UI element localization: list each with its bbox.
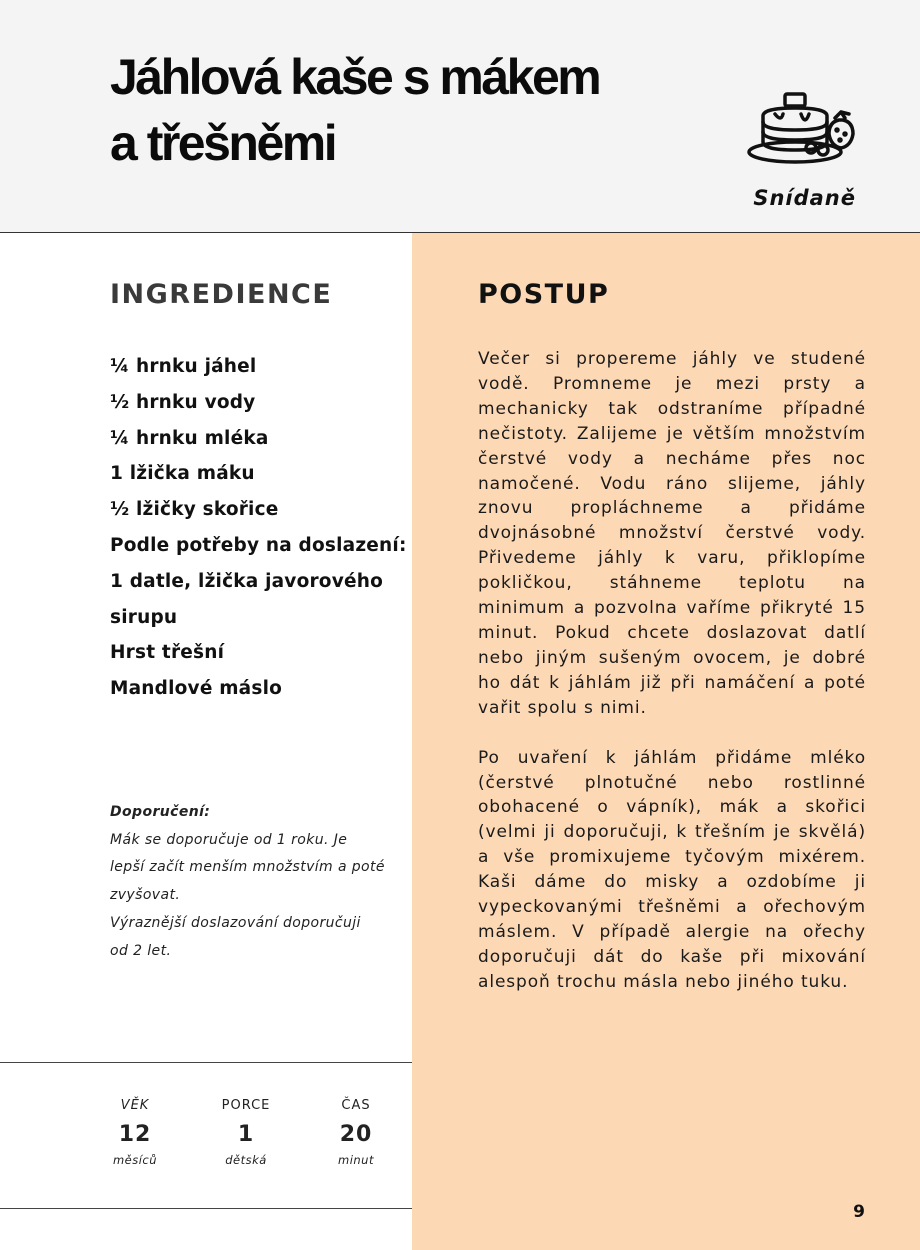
recipe-title-line-2: a třešněmi <box>110 115 336 171</box>
procedure-column <box>412 233 920 1250</box>
ingredients-column <box>0 233 412 1250</box>
ingredient-item: ¼ hrnku mléka <box>110 427 269 449</box>
stat-label: PORCE <box>221 1098 271 1113</box>
stat-unit: dětská <box>225 1153 267 1167</box>
pancakes-icon <box>745 88 865 168</box>
ingredient-item: ¼ hrnku jáhel <box>110 356 257 377</box>
stat-unit: minut <box>338 1153 374 1167</box>
page-number: 9 <box>853 1202 865 1222</box>
stat-age <box>85 1098 185 1167</box>
ingredients-list <box>110 349 410 707</box>
recommendation-line: lepší začít menším množstvím a poté <box>110 859 385 876</box>
recommendation-line: od 2 let. <box>110 942 172 959</box>
recommendation-title: Doporučení: <box>110 804 211 820</box>
stat-value: 20 <box>339 1122 373 1147</box>
ingredient-item: Mandlové máslo <box>110 678 283 700</box>
procedure-heading: POSTUP <box>478 279 610 310</box>
stat-label: ČAS <box>341 1098 371 1113</box>
recipe-title <box>110 44 710 176</box>
ingredients-heading: INGREDIENCE <box>110 279 333 310</box>
stats-divider-top <box>0 1062 412 1063</box>
stat-value: 1 <box>237 1122 255 1147</box>
stat-portion <box>196 1098 296 1167</box>
ingredient-item: Hrst třešní <box>110 642 225 664</box>
recipe-header <box>0 0 920 233</box>
procedure-paragraph: Po uvaření k jáhlám přidáme mléko (čerstvé plnotučné nebo rostlinné obohacené o vápník), mák a skořici (velmi ji doporučuji, k třešním je skvělá) a vše promixujeme tyčovým mixérem. Kaši dáme do misky a ozdobíme ji vypeckovanými třešněmi a ořechovým máslem. V případě alergie na ořechy doporučuji dát do kaše při mixování alespoň trochu másla nebo jiného tuku. <box>478 747 866 992</box>
recommendation-line: zvyšovat. <box>110 887 181 904</box>
stat-label: VĚK <box>120 1098 150 1113</box>
recommendation-line: Výraznější doslazování doporučuji <box>110 914 361 931</box>
stat-value: 12 <box>118 1122 152 1147</box>
recipe-category: Snídaně <box>753 186 856 210</box>
procedure-paragraph: Večer si propereme jáhly ve studené vodě. Promneme je mezi prsty a mechanicky tak odstraníme případné nečistoty. Zalijeme je větším množstvím čerstvé vody a necháme přes noc namočené. Vodu ráno slijeme, jáhly znovu propláchneme a přidáme dvojnásobné množství čerstvé vody. Přivedeme jáhly k varu, přiklopíme pokličkou, stáhneme teplotu na minimum a pozvolna vaříme přikryté 15 minut. Pokud chcete doslazovat datlí nebo jiným sušeným ovocem, je dobré ho dát k jáhlám již při namáčení a poté vařit spolu s nimi. <box>478 349 866 718</box>
stat-unit: měsíců <box>112 1153 158 1167</box>
recommendation-line: Mák se doporučuje od 1 roku. Je <box>110 831 348 848</box>
ingredient-item: Podle potřeby na doslazení: <box>110 534 407 556</box>
stat-time <box>306 1098 406 1167</box>
ingredient-item: 1 lžička máku <box>110 463 255 485</box>
ingredient-item: ½ lžičky skořice <box>110 499 279 521</box>
recommendation-note <box>110 799 390 965</box>
ingredient-item: sirupu <box>110 606 178 628</box>
ingredient-item: 1 datle, lžička javorového <box>110 570 383 592</box>
ingredient-item: ½ hrnku vody <box>110 391 256 413</box>
recipe-title-line-1: Jáhlová kaše s mákem <box>110 49 600 105</box>
procedure-text <box>478 347 866 1020</box>
stats-divider-bottom <box>0 1208 412 1209</box>
